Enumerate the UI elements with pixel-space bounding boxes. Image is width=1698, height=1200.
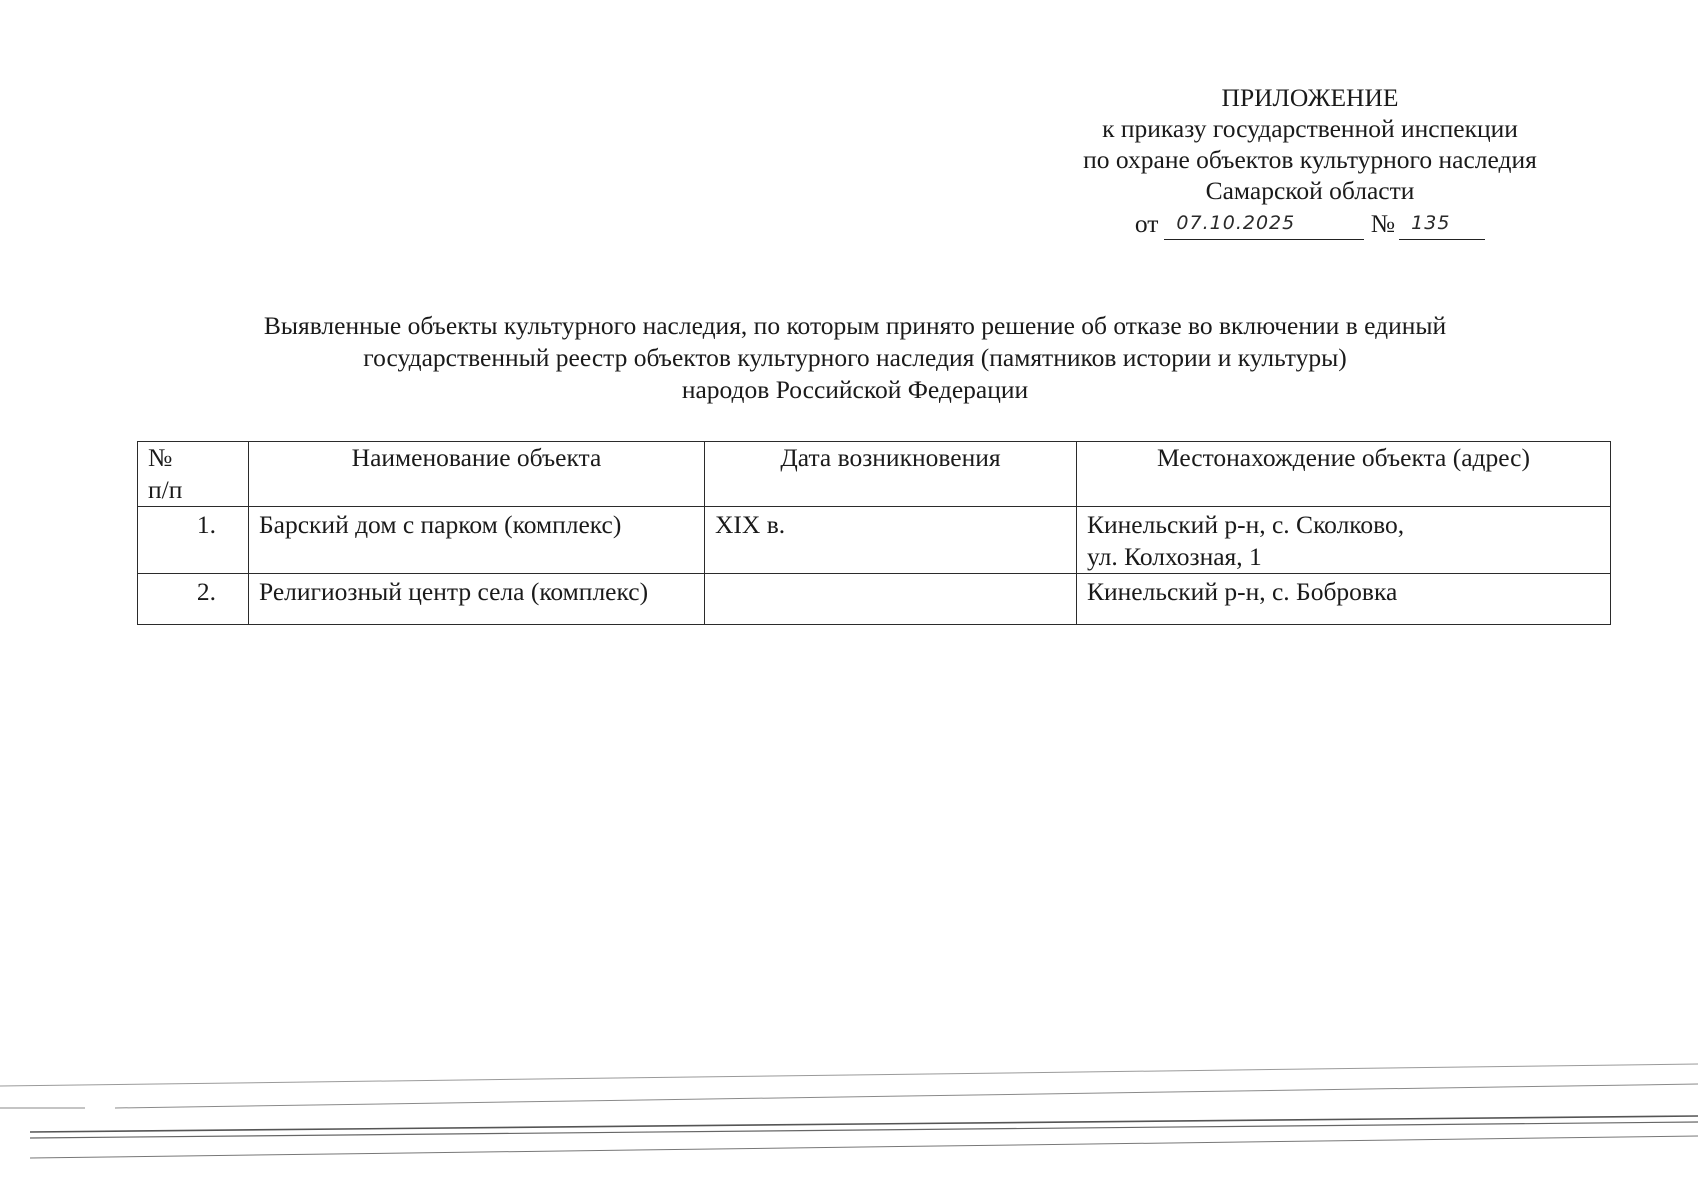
number-label: № <box>1370 209 1396 238</box>
row-number: 2. <box>138 574 249 625</box>
handwritten-number: 135 <box>1411 212 1451 234</box>
origin-date <box>705 574 1077 625</box>
document-title <box>130 310 1580 406</box>
appendix-line-1: к приказу государственной инспекции <box>1102 114 1518 143</box>
location-line-2: ул. Колхозная, 1 <box>1087 542 1262 571</box>
object-name: Барский дом с парком (комплекс) <box>249 507 705 574</box>
header-number-symbol: № <box>148 443 173 472</box>
handwritten-date: 07.10.2025 <box>1176 212 1296 234</box>
origin-date: XIX в. <box>705 507 1077 574</box>
appendix-header <box>1000 82 1620 240</box>
header-object-name: Наименование объекта <box>249 442 705 507</box>
date-field <box>1164 211 1364 240</box>
title-line-2: государственный реестр объектов культурного наследия (памятников истории и культуры) <box>363 343 1347 372</box>
heritage-objects-table <box>137 441 1611 625</box>
header-number <box>138 442 249 507</box>
header-location: Местонахождение объекта (адрес) <box>1077 442 1611 507</box>
object-location <box>1077 574 1611 625</box>
header-origin-date: Дата возникновения <box>705 442 1077 507</box>
table-row <box>138 574 1611 625</box>
appendix-heading: ПРИЛОЖЕНИЕ <box>1221 83 1399 112</box>
from-label: от <box>1134 209 1159 238</box>
scan-artifact-lines <box>0 1050 1698 1180</box>
appendix-line-2: по охране объектов культурного наследия <box>1083 145 1537 174</box>
object-name: Религиозный центр села (комплекс) <box>249 574 705 625</box>
title-line-1: Выявленные объекты культурного наследия, по которым принято решение об отказе во включении в единый <box>263 311 1447 340</box>
location-line-1: Кинельский р-н, с. Бобровка <box>1087 577 1398 606</box>
table-header-row <box>138 442 1611 507</box>
location-line-1: Кинельский р-н, с. Сколково, <box>1087 510 1405 539</box>
object-location <box>1077 507 1611 574</box>
title-line-3: народов Российской Федерации <box>681 375 1029 404</box>
table-row <box>138 507 1611 574</box>
header-number-abbr: п/п <box>148 475 183 504</box>
number-field <box>1399 211 1485 240</box>
order-reference <box>1000 208 1620 240</box>
row-number: 1. <box>138 507 249 574</box>
appendix-line-3: Самарской области <box>1205 176 1415 205</box>
